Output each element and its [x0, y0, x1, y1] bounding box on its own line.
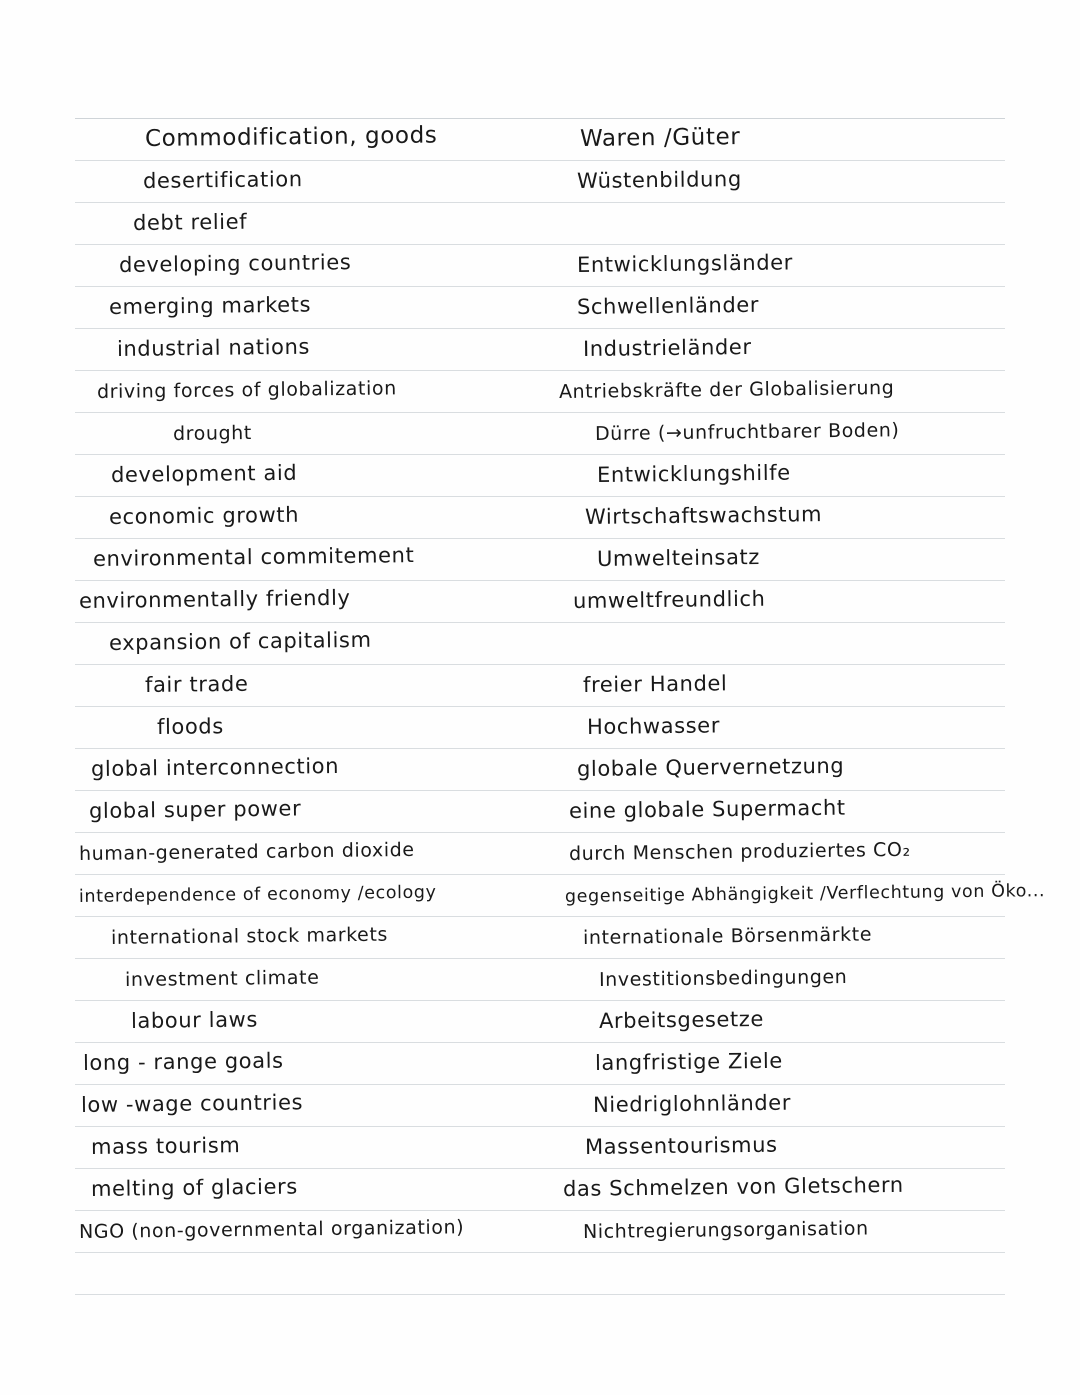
vocabulary-row [75, 286, 1005, 328]
term-english-text: Commodification, goods [144, 122, 438, 152]
term-english-text: mass tourism [90, 1133, 241, 1159]
term-german-text: Entwicklungsländer [576, 250, 794, 277]
term-english [75, 412, 628, 454]
term-german [555, 328, 1033, 370]
term-german-text: langfristige Ziele [594, 1048, 783, 1075]
term-german [555, 664, 1033, 706]
term-english [75, 202, 588, 244]
vocabulary-table [75, 118, 1046, 1298]
term-english [75, 958, 580, 1000]
term-german-text: Wirtschaftswachstum [584, 502, 823, 529]
term-english [75, 328, 572, 370]
term-german-text: umweltfreundlich [572, 586, 766, 613]
term-english-text: emerging markets [108, 292, 312, 319]
vocabulary-row [75, 622, 1005, 664]
term-english-text: desertification [142, 167, 303, 193]
vocabulary-row [75, 580, 1005, 622]
term-english [75, 286, 564, 328]
vocabulary-row [75, 202, 1005, 244]
term-german-text: Wüstenbildung [576, 166, 742, 193]
term-german [555, 622, 1005, 664]
vocabulary-row [75, 538, 1005, 580]
vocabulary-row [75, 244, 1005, 286]
term-german-text: Massentourismus [584, 1132, 778, 1159]
term-german [555, 874, 1046, 916]
term-english-text: expansion of capitalism [108, 627, 372, 655]
term-german [555, 202, 1005, 244]
vocabulary-row [75, 1210, 1005, 1252]
term-german-text: das Schmelzen von Gletschern [562, 1172, 904, 1201]
term-german [555, 1126, 1035, 1168]
term-german [555, 1000, 1049, 1042]
term-german-text: internationale Börsenmärkte [582, 923, 873, 949]
term-german-text: Umwelteinsatz [596, 545, 761, 571]
term-german [555, 454, 1047, 496]
term-german [555, 1042, 1045, 1084]
term-english-text: investment climate [124, 966, 320, 991]
term-german [555, 538, 1047, 580]
vocabulary-row [75, 1042, 1005, 1084]
term-english [75, 622, 564, 664]
term-english-text: long - range goals [82, 1048, 284, 1075]
term-german [555, 580, 1023, 622]
term-english-text: human-generated carbon dioxide [78, 838, 415, 865]
term-german-text: Schwellenländer [576, 292, 760, 319]
term-english [75, 916, 566, 958]
term-english-text: development aid [110, 460, 298, 487]
term-english [75, 832, 534, 874]
term-german-text: Investitionsbedingungen [598, 965, 848, 991]
term-english-text: labour laws [130, 1007, 259, 1033]
term-english-text: low -wage countries [80, 1090, 304, 1117]
term-german [555, 1084, 1043, 1126]
vocabulary-row [75, 706, 1005, 748]
term-german [555, 370, 1009, 412]
term-english [75, 1042, 538, 1084]
term-english-text: developing countries [118, 250, 352, 277]
vocabulary-row [75, 916, 1005, 958]
term-english-text: environmental commitement [92, 543, 415, 571]
vocabulary-row [75, 496, 1005, 538]
vocabulary-row [75, 370, 1005, 412]
vocabulary-row [75, 412, 1005, 454]
vocabulary-row [75, 874, 1046, 916]
term-german [555, 706, 1037, 748]
term-german [555, 748, 1027, 790]
term-english [75, 1168, 546, 1210]
term-english-text: driving forces of globalization [96, 377, 397, 403]
term-german [555, 496, 1035, 538]
vocabulary-row [75, 1084, 1005, 1126]
term-english [75, 496, 564, 538]
vocabulary-row [75, 328, 1005, 370]
term-german-text: durch Menschen produziertes CO₂ [568, 838, 911, 865]
term-german-text: Arbeitsgesetze [598, 1006, 765, 1033]
term-english-text: industrial nations [116, 334, 311, 361]
term-german [555, 160, 1027, 202]
term-english [75, 748, 546, 790]
term-english-text: drought [172, 422, 253, 445]
term-german-text: eine globale Supermacht [568, 795, 846, 823]
vocabulary-row [75, 748, 1005, 790]
term-english [75, 664, 600, 706]
term-english [75, 244, 574, 286]
term-english [75, 538, 548, 580]
term-german-text: freier Handel [582, 671, 728, 697]
term-english [75, 118, 600, 160]
term-english-text: international stock markets [110, 923, 389, 949]
term-english-text: debt relief [132, 209, 248, 235]
term-german-text: globale Quervernetzung [576, 753, 845, 781]
term-german-text: Dürre (→unfruchtbarer Boden) [594, 419, 900, 445]
term-english [75, 1084, 536, 1126]
term-german-text: Hochwasser [586, 713, 721, 739]
term-german [555, 118, 1030, 160]
term-english [75, 160, 598, 202]
term-english-text: fair trade [144, 671, 249, 697]
term-german-text: gegenseitige Abhängigkeit /Verflechtung von Öko... [564, 881, 1046, 907]
vocabulary-row [75, 160, 1005, 202]
term-german-text: Entwicklungshilfe [596, 460, 791, 487]
term-german-text: Waren /Güter [579, 124, 741, 152]
term-german [555, 244, 1027, 286]
term-german [555, 1210, 1033, 1252]
term-german [555, 790, 1019, 832]
term-english-text: melting of glaciers [90, 1174, 298, 1201]
term-english-text: global interconnection [90, 753, 340, 781]
term-german-text: Antriebskräfte der Globalisierung [558, 376, 895, 403]
term-german [555, 958, 1049, 1000]
term-english [75, 790, 544, 832]
term-german [555, 916, 1033, 958]
term-english-text: environmentally friendly [78, 585, 351, 613]
term-english [75, 1210, 534, 1252]
term-english [75, 454, 566, 496]
term-german-text: Nichtregierungsorganisation [582, 1217, 869, 1243]
term-german [555, 832, 1019, 874]
term-german-text: Industrieländer [582, 334, 752, 361]
vocabulary-row [75, 958, 1005, 1000]
term-german [555, 286, 1027, 328]
term-english-text: floods [156, 714, 224, 739]
vocabulary-row [75, 118, 1005, 160]
term-english-text: NGO (non-governmental organization) [78, 1216, 465, 1243]
term-german [555, 412, 1045, 454]
term-english-text: economic growth [108, 502, 300, 529]
vocabulary-row [75, 832, 1005, 874]
term-english-text: interdependence of economy /ecology [78, 882, 437, 907]
vocabulary-row [75, 454, 1005, 496]
vocabulary-row [75, 1168, 1005, 1210]
vocabulary-row [75, 664, 1005, 706]
vocabulary-row [75, 1126, 1005, 1168]
term-english [75, 370, 552, 412]
vocabulary-row [75, 790, 1005, 832]
term-english [75, 580, 534, 622]
term-german-text: Niedriglohnländer [592, 1090, 792, 1117]
term-english-text: global super power [88, 796, 302, 823]
term-english [75, 874, 534, 916]
term-german [555, 1168, 1013, 1210]
term-english [75, 1000, 586, 1042]
term-english [75, 706, 612, 748]
vocabulary-row [75, 1000, 1005, 1042]
term-english [75, 1126, 546, 1168]
